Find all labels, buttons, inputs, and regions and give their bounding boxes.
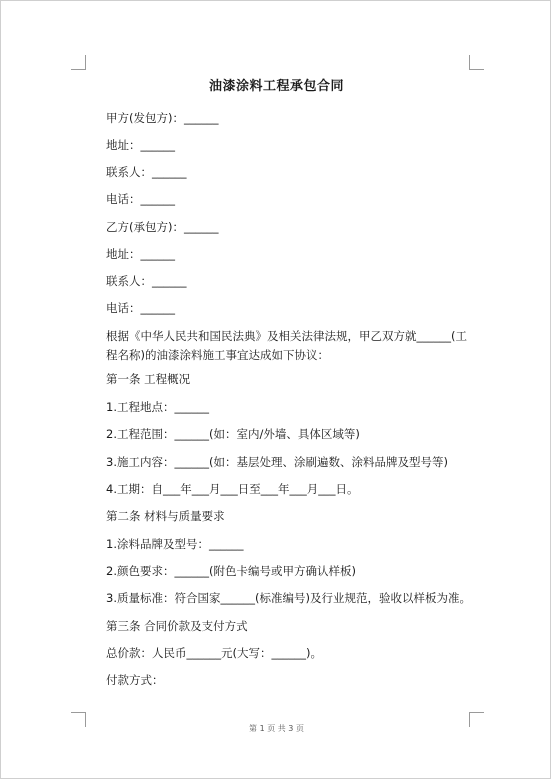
party-b-phone: 电话：______ xyxy=(106,301,175,315)
section-3-heading: 第三条 合同价款及支付方式 xyxy=(106,619,248,633)
party-a-phone: 电话：______ xyxy=(106,192,175,206)
payment-method: 付款方式： xyxy=(106,673,164,687)
intro-paragraph: 根据《中华人民共和国民法典》及相关法律法规，甲乙双方就______(工程名称)的油漆涂料施工事宜达成如下协议： xyxy=(106,329,467,362)
party-b-address: 地址：______ xyxy=(106,247,175,261)
construction-period: 4.工期：自___年___月___日至___年___月___日。 xyxy=(106,482,359,496)
party-b-contact: 联系人：______ xyxy=(106,274,187,288)
party-a-address: 地址：______ xyxy=(106,138,175,152)
project-scope: 2.工程范围：______(如：室内/外墙、具体区域等) xyxy=(106,427,360,441)
party-a-name: 甲方(发包方)：______ xyxy=(106,111,219,125)
color-requirement: 2.颜色要求：______(附色卡编号或甲方确认样板) xyxy=(106,564,356,578)
crop-mark-top-left xyxy=(71,55,86,70)
quality-standard: 3.质量标准：符合国家______(标准编号)及行业规范，验收以样板为准。 xyxy=(106,591,471,605)
paint-brand: 1.涂料品牌及型号：______ xyxy=(106,537,244,551)
party-a-contact: 联系人：______ xyxy=(106,165,187,179)
section-1-heading: 第一条 工程概况 xyxy=(106,372,191,386)
project-location: 1.工程地点：______ xyxy=(106,400,209,414)
page-number: 第 1 页 共 3 页 xyxy=(249,724,304,733)
crop-mark-top-right xyxy=(469,55,484,70)
document-title: 油漆涂料工程承包合同 xyxy=(208,79,344,94)
party-b-name: 乙方(承包方)：______ xyxy=(106,220,219,234)
construction-content: 3.施工内容：______(如：基层处理、涂刷遍数、涂料品牌及型号等) xyxy=(106,455,448,469)
section-2-heading: 第二条 材料与质量要求 xyxy=(106,509,225,523)
total-price: 总价款：人民币______元(大写：______)。 xyxy=(106,646,322,660)
